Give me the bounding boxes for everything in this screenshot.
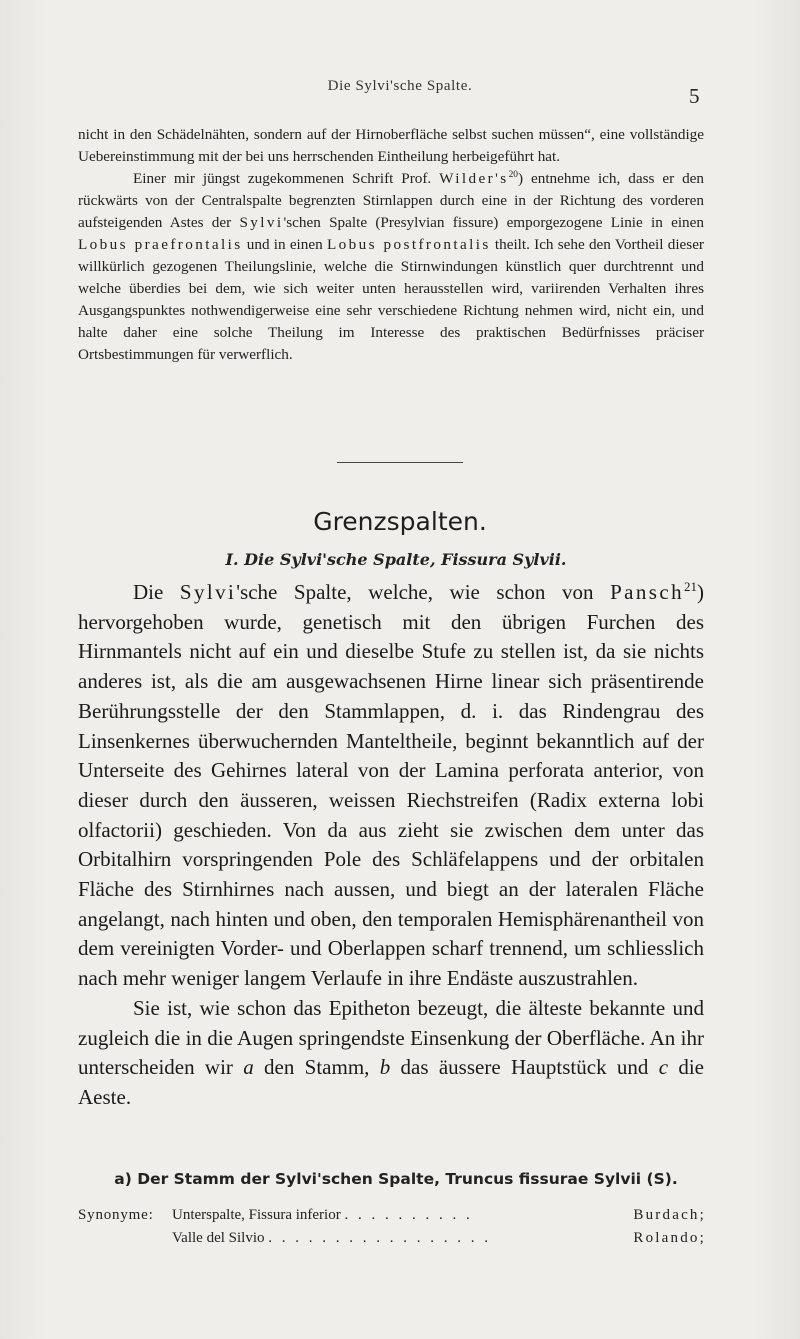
text-run: Die <box>133 580 180 604</box>
synonym-term <box>172 1227 491 1249</box>
synonym-row <box>78 1204 706 1227</box>
synonym-term-text: Unterspalte, Fissura inferior <box>172 1207 341 1223</box>
letter-b: b <box>379 1055 391 1080</box>
paragraph-sylvian-description <box>78 578 704 994</box>
text-run: die Aeste. <box>78 1055 705 1109</box>
paragraph-wilder <box>78 168 704 366</box>
text-run: das äussere Hauptstück und <box>390 1055 659 1080</box>
text-run: den Stamm, <box>253 1055 380 1080</box>
text-run: Sie ist, wie schon das Epitheton bezeugt, die älteste bekannte und zugleich die in die Augen springendste Einsenkung der Oberfläche. An ihr unterscheiden wir <box>78 995 704 1080</box>
author-name-pansch: Pansch <box>610 580 684 604</box>
term-lobus-praefrontalis: Lobus praefrontalis <box>78 236 243 253</box>
leader-dots: . . . . . . . . . . . . . . . . . <box>268 1230 491 1246</box>
subheading-truncus: a) Der Stamm der Sylvi'schen Spalte, Truncus fissurae Sylvii (S). <box>114 1170 678 1188</box>
term-lobus-postfrontalis: Lobus postfrontalis <box>326 236 491 253</box>
author-name-sylvi: Sylvi <box>239 214 284 231</box>
text-run: theilt. Ich sehe den Vortheil dieser willkürlich gezogenen Theilungslinie, welche die Stirnwindungen künstlich quer durchtrennt und welche überdies bei dem, wie sich weiter unten herausstellen wird, variirenden Verhalten ihres Ausgangspunktes nothwendigerweise eine sehr verschiedene Richtung nehmen wird, nicht ein, und halte daher eine solche Theilung im Interesse des praktischen Bedürfnisses präciser Ortsbestimmungen für verwerflich. <box>78 236 704 363</box>
text-run: ) hervorgehoben wurde, genetisch mit den übrigen Furchen des Hirnmantels nicht auf ein und dieselbe Stufe zu stellen ist, da sie nichts anderes ist, als die am ausgewachsenen Hirne linear sich präsentirende Berührungsstelle der den Stammlappen, d. i. das Rindengrau des Linsenkernes überwuchernden Manteltheile, beginnt bekanntlich auf der Unterseite des Gehirnes lateral von der Lamina perforata anterior, von dieser durch den äusseren, weissen Riechstreifen (Radix externa lobi olfactorii) geschieden. Von da aus zieht sie zwischen dem unter das Orbitalhirn vorspringenden Pole des Schläfelappens und der orbitalen Fläche des Stirnhirnes nach aussen, und biegt an der lateralen Fläche angelangt, nach hinten und oben, den temporalen Hemisphärenantheil von dem vereinigten Vorder- und Oberlappen scharf trennend, um schliesslich nach mehr weniger langem Verlaufe in ihre Endäste auszustrahlen. <box>78 580 704 991</box>
running-head: Die Sylvi'sche Spalte. <box>327 78 473 94</box>
paragraph-continuation: nicht in den Schädelnähten, sondern auf der Hirnoberfläche selbst suchen müssen“, eine vollständige Uebereinstimmung mit der bei uns herrschenden Eintheilung herbeigeführt hat. <box>78 126 704 165</box>
intro-text-block <box>78 124 704 366</box>
synonym-row <box>78 1227 706 1250</box>
text-run: ) entnehme ich, dass er den rückwärts von der Centralspalte begrenzten Stirnlappen durch eine in der Richtung des vorderen aufsteigenden Astes der <box>78 170 704 231</box>
text-run: 'schen Spalte (Presylvian fissure) emporgezogene Linie in einen <box>283 214 704 231</box>
author-name-sylvi: Sylvi <box>179 580 237 604</box>
paragraph-epitheton <box>78 994 704 1113</box>
text-run: und in einen <box>242 236 327 253</box>
footnote-ref-21: 21 <box>683 579 697 594</box>
main-text-block <box>78 578 704 1113</box>
letter-a: a <box>243 1055 254 1080</box>
page-number: 5 <box>689 84 700 108</box>
synonym-list <box>78 1204 706 1250</box>
footnote-ref-20: 20 <box>508 169 518 180</box>
text-run: 'sche Spalte, welche, wie schon von <box>236 580 611 604</box>
author-name-wilder: Wilder's <box>439 170 509 187</box>
letter-c: c <box>658 1055 669 1080</box>
synonym-author: Rolando; <box>633 1230 706 1246</box>
subsection-title: I. Die Sylvi'sche Spalte, Fissura Sylvii. <box>225 550 567 569</box>
section-title: Grenzspalten. <box>313 507 487 536</box>
synonym-term-text: Valle del Silvio <box>172 1230 265 1246</box>
synonym-term <box>172 1204 473 1226</box>
synonym-author: Burdach; <box>633 1207 706 1223</box>
leader-dots: . . . . . . . . . . <box>344 1207 473 1223</box>
synonym-label: Synonyme: <box>78 1207 154 1223</box>
text-run: Einer mir jüngst zugekommenen Schrift Prof. <box>133 170 440 187</box>
section-divider <box>337 462 463 463</box>
